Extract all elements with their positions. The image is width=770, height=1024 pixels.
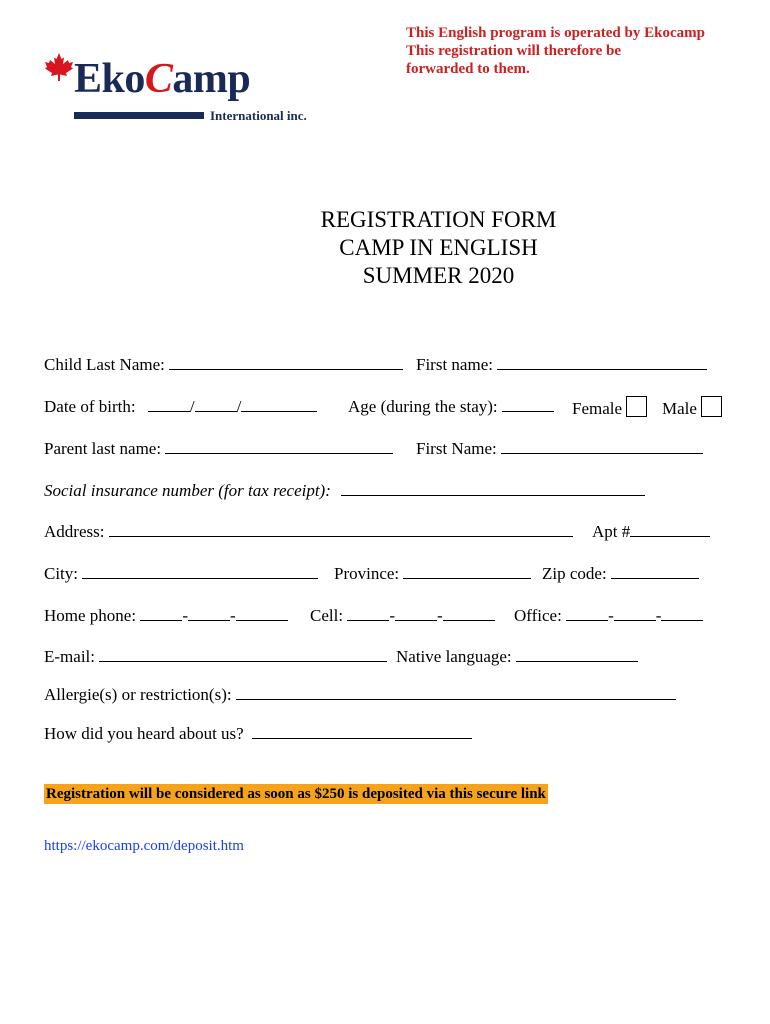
logo-wordmark: EkoCamp: [74, 56, 251, 102]
dob-day-line[interactable]: [148, 396, 190, 412]
native-language-label: Native language:: [396, 647, 512, 666]
title-line-1: REGISTRATION FORM: [320, 207, 557, 232]
title-line-2: CAMP IN ENGLISH: [339, 235, 538, 260]
child-last-name-line[interactable]: [169, 354, 403, 370]
home-phone-segment[interactable]: [188, 605, 230, 621]
email-line[interactable]: [99, 646, 387, 662]
apt-label: Apt #: [592, 522, 631, 541]
native-language-field[interactable]: [396, 646, 638, 667]
office-segment[interactable]: [614, 605, 656, 621]
city-field[interactable]: [44, 563, 318, 584]
parent-last-name-label: Parent last name:: [44, 439, 162, 458]
allergies-field[interactable]: [44, 684, 676, 705]
deposit-link[interactable]: https://ekocamp.com/deposit.htm: [44, 838, 244, 854]
home-phone-segment[interactable]: [236, 605, 288, 621]
sin-label: Social insurance number (for tax receipt):: [44, 481, 331, 500]
heard-about-field[interactable]: [44, 723, 472, 744]
province-line[interactable]: [403, 563, 531, 579]
child-last-name-field[interactable]: [44, 354, 403, 375]
title-line-3: SUMMER 2020: [362, 263, 515, 288]
zip-line[interactable]: [611, 563, 699, 579]
notice-line: This registration will therefore be: [406, 43, 621, 59]
email-field[interactable]: [44, 646, 387, 667]
zip-field[interactable]: [542, 563, 699, 584]
male-label: Male: [662, 399, 697, 418]
office-segment[interactable]: [566, 605, 608, 621]
parent-first-name-label: First Name:: [416, 439, 497, 458]
form-title: [0, 206, 770, 290]
city-label: City:: [44, 564, 79, 583]
notice-line: This English program is operated by Ekocamp: [406, 25, 705, 41]
sin-field[interactable]: [44, 480, 645, 501]
cell-segment[interactable]: [395, 605, 437, 621]
address-line[interactable]: [109, 521, 573, 537]
province-field[interactable]: [334, 563, 531, 584]
age-label: Age (during the stay):: [348, 397, 498, 416]
female-checkbox[interactable]: [626, 396, 647, 417]
office-segment[interactable]: [661, 605, 703, 621]
dob-month-line[interactable]: [195, 396, 237, 412]
heard-about-label: How did you heard about us?: [44, 724, 244, 743]
allergies-label: Allergie(s) or restriction(s):: [44, 685, 232, 704]
apt-field[interactable]: [592, 521, 710, 542]
allergies-line[interactable]: [236, 684, 676, 700]
first-name-line[interactable]: [497, 354, 707, 370]
parent-first-name-line[interactable]: [501, 438, 703, 454]
age-field[interactable]: [348, 396, 554, 417]
email-label: E-mail:: [44, 647, 95, 666]
heard-about-line[interactable]: [252, 723, 472, 739]
logo-subtitle: International inc.: [210, 108, 307, 123]
date-of-birth-field[interactable]: Date of birth: / /: [44, 396, 317, 417]
office-label: Office:: [514, 606, 562, 625]
female-label: Female: [572, 399, 623, 418]
female-option[interactable]: [572, 396, 647, 419]
child-last-name-label: Child Last Name:: [44, 355, 165, 374]
address-field[interactable]: [44, 521, 573, 542]
native-language-line[interactable]: [516, 646, 638, 662]
logo-bar: [74, 112, 204, 119]
date-of-birth-label: Date of birth:: [44, 397, 136, 416]
office-field[interactable]: Office: - -: [514, 605, 703, 626]
first-name-field[interactable]: [416, 354, 707, 375]
ekocamp-logo: [44, 52, 334, 132]
address-label: Address:: [44, 522, 105, 541]
home-phone-field[interactable]: Home phone: - -: [44, 605, 288, 626]
first-name-label: First name:: [416, 355, 493, 374]
cell-field[interactable]: Cell: - -: [310, 605, 495, 626]
apt-line[interactable]: [630, 521, 710, 537]
parent-first-name-field[interactable]: [416, 438, 703, 459]
cell-label: Cell:: [310, 606, 344, 625]
home-phone-segment[interactable]: [140, 605, 182, 621]
male-option[interactable]: [662, 396, 722, 419]
notice-line: forwarded to them.: [406, 61, 530, 77]
city-line[interactable]: [82, 563, 318, 579]
operator-notice: [406, 24, 746, 78]
zip-label: Zip code:: [542, 564, 607, 583]
parent-last-name-field[interactable]: [44, 438, 393, 459]
parent-last-name-line[interactable]: [165, 438, 393, 454]
province-label: Province:: [334, 564, 400, 583]
cell-segment[interactable]: [347, 605, 389, 621]
home-phone-label: Home phone:: [44, 606, 137, 625]
maple-leaf-icon: [44, 52, 74, 82]
male-checkbox[interactable]: [701, 396, 722, 417]
cell-segment[interactable]: [443, 605, 495, 621]
deposit-note: Registration will be considered as soon as $250 is deposited via this secure link: [46, 786, 546, 802]
dob-year-line[interactable]: [241, 396, 317, 412]
age-line[interactable]: [502, 396, 554, 412]
sin-line[interactable]: [341, 480, 645, 496]
